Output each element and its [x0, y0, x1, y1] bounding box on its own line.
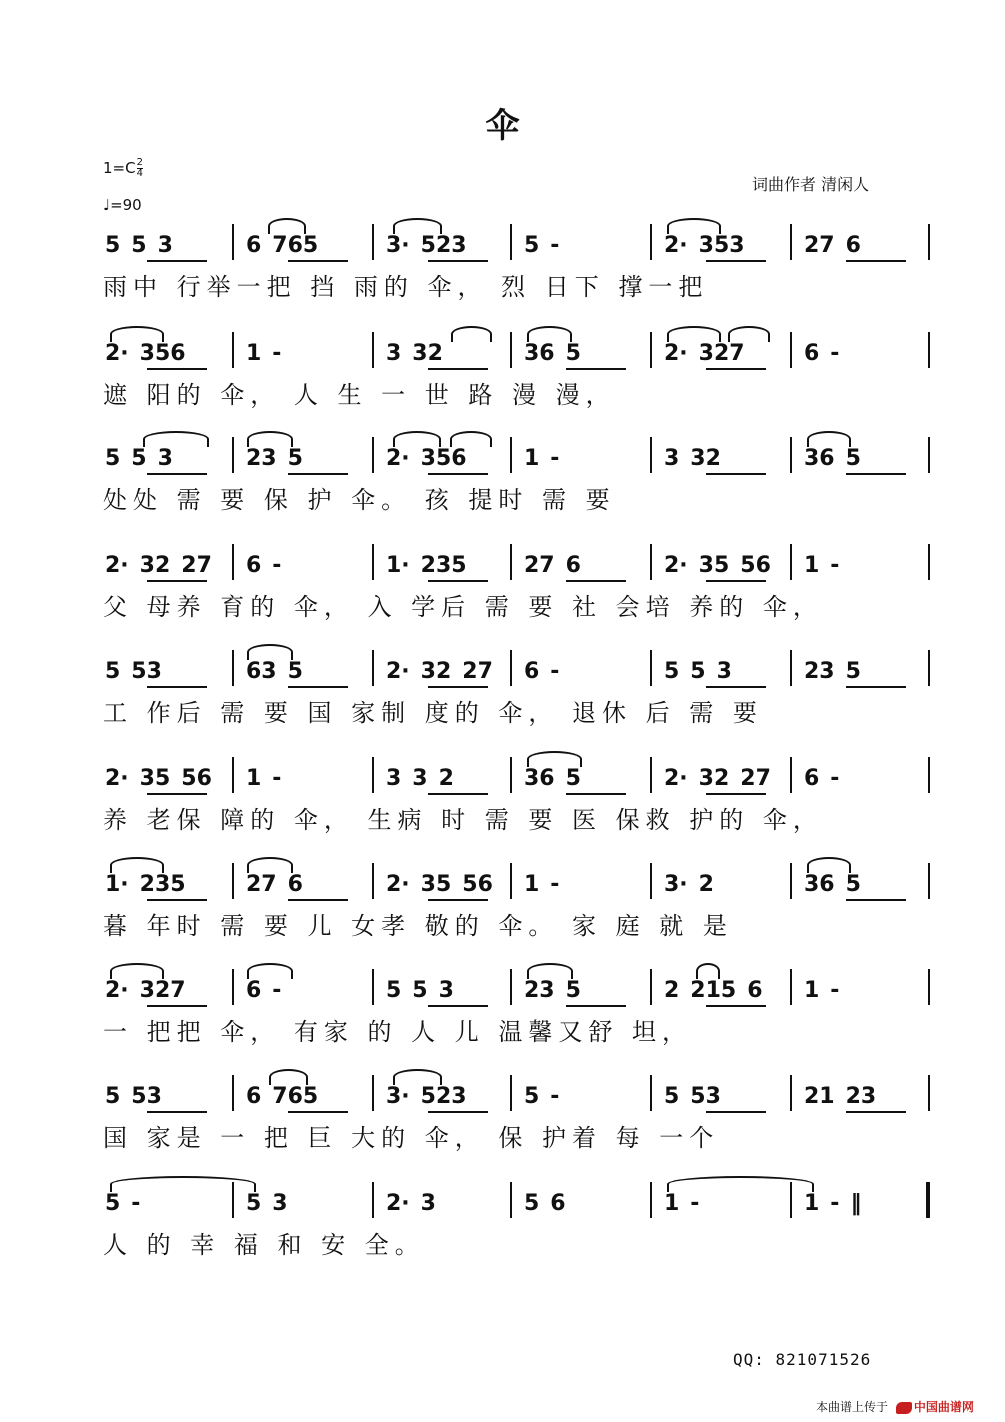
measure-notes: 2· 356	[105, 341, 186, 366]
bar-line	[928, 544, 930, 580]
note-line	[0, 1083, 1005, 1115]
bar-line	[790, 863, 792, 899]
slur-arc	[247, 644, 293, 660]
beam-underline	[706, 260, 766, 262]
measure-notes: 1 -	[664, 1191, 700, 1216]
measure-notes: 3· 2	[664, 872, 714, 897]
bar-line	[650, 332, 652, 368]
slur-arc	[393, 218, 442, 234]
beam-underline	[147, 899, 207, 901]
beam-underline	[846, 260, 906, 262]
upload-footer	[816, 1398, 974, 1415]
qq-contact: QQ: 821071526	[733, 1350, 872, 1369]
lyric-line: 遮 阳的 伞， 人 生 一 世 路 漫 漫，	[103, 381, 616, 409]
measure-notes: 1· 235	[386, 553, 467, 578]
bar-line	[372, 757, 374, 793]
beam-underline	[706, 473, 766, 475]
beam-underline	[846, 473, 906, 475]
measure-notes: 23 5	[804, 659, 861, 684]
score-line	[0, 871, 1005, 940]
beam-underline	[428, 1111, 488, 1113]
score-line	[0, 977, 1005, 1046]
bar-line	[232, 1075, 234, 1111]
beam-underline	[147, 793, 207, 795]
slur-arc	[696, 963, 720, 979]
measure-notes: 2· 35 56	[105, 766, 212, 791]
lyric-line: 国 家是 一 把 巨 大的 伞， 保 护着 每 一个	[103, 1124, 720, 1152]
bar-line	[372, 224, 374, 260]
bar-line	[650, 1075, 652, 1111]
bar-line	[928, 437, 930, 473]
measure-notes: 2· 35 56	[664, 553, 771, 578]
lyric-line: 一 把把 伞， 有家 的 人 儿 温馨又舒 坦，	[103, 1018, 693, 1046]
slur-arc	[667, 1176, 814, 1192]
measure-notes: 36 5	[804, 446, 861, 471]
measure-notes: 5 53	[105, 1084, 162, 1109]
bar-line	[372, 332, 374, 368]
bar-line	[510, 544, 512, 580]
bar-line	[928, 969, 930, 1005]
measure-notes: 2 215 6	[664, 978, 763, 1003]
measure-notes: 2· 353	[664, 233, 745, 258]
beam-underline	[147, 368, 207, 370]
beam-underline	[846, 899, 906, 901]
beam-underline	[706, 580, 766, 582]
measure-notes: 3 32	[664, 446, 721, 471]
time-signature	[137, 158, 143, 179]
score-line	[0, 1190, 1005, 1259]
beam-underline	[147, 1005, 207, 1007]
site-logo-icon	[896, 1402, 912, 1414]
measure-notes: 5 5 3	[386, 978, 454, 1003]
slur-arc	[143, 431, 209, 447]
measure-notes: 2· 3	[386, 1191, 436, 1216]
meter-top: 2	[136, 157, 143, 168]
bar-line	[928, 332, 930, 368]
bar-line	[232, 863, 234, 899]
bar-line	[650, 544, 652, 580]
bar-line	[372, 1075, 374, 1111]
measure-notes: 6 -	[246, 978, 282, 1003]
bar-line	[650, 863, 652, 899]
measure-notes: 21 23	[804, 1084, 877, 1109]
measure-notes: 23 5	[246, 446, 303, 471]
beam-underline	[428, 260, 488, 262]
bar-line	[928, 757, 930, 793]
bar-line	[510, 863, 512, 899]
measure-notes: 3· 523	[386, 1084, 467, 1109]
bar-line	[510, 757, 512, 793]
slur-arc	[247, 963, 293, 979]
measure-notes: 2· 327	[105, 978, 186, 1003]
measure-notes: 1 -	[524, 872, 560, 897]
note-line	[0, 658, 1005, 690]
beam-underline	[147, 260, 207, 262]
beam-underline	[706, 793, 766, 795]
measure-notes: 2· 327	[664, 341, 745, 366]
beam-underline	[288, 899, 348, 901]
bar-line	[790, 332, 792, 368]
bar-line	[650, 650, 652, 686]
slur-arc	[728, 326, 770, 342]
measure-notes: 2· 32 27	[664, 766, 771, 791]
measure-notes: 1 -	[524, 446, 560, 471]
score-line	[0, 552, 1005, 621]
beam-underline	[147, 473, 207, 475]
beam-underline	[846, 686, 906, 688]
measure-notes: 27 6	[524, 553, 581, 578]
bar-line	[928, 650, 930, 686]
bar-line	[232, 757, 234, 793]
bar-line	[928, 1075, 930, 1111]
lyric-line: 人 的 幸 福 和 安 全。	[103, 1231, 425, 1259]
bar-line	[372, 437, 374, 473]
bar-line	[372, 650, 374, 686]
measure-notes: 6 765	[246, 233, 319, 258]
beam-underline	[428, 793, 488, 795]
note-line	[0, 340, 1005, 372]
bar-line	[510, 650, 512, 686]
measure-notes: 5 3	[246, 1191, 288, 1216]
note-line	[0, 1190, 1005, 1222]
bar-line	[372, 1182, 374, 1218]
measure-notes: 1 -	[246, 341, 282, 366]
bar-line	[790, 1075, 792, 1111]
measure-notes: 5 -	[524, 233, 560, 258]
site-logo	[896, 1400, 974, 1414]
measure-notes: 36 5	[524, 766, 581, 791]
slur-arc	[110, 326, 164, 342]
bar-line	[510, 332, 512, 368]
score-line	[0, 340, 1005, 409]
slur-arc	[527, 326, 572, 342]
bar-line	[510, 1075, 512, 1111]
slur-arc	[247, 431, 293, 447]
meter-bottom: 4	[136, 168, 143, 179]
bar-line	[650, 224, 652, 260]
bar-line	[790, 224, 792, 260]
measure-notes: 23 5	[524, 978, 581, 1003]
slur-arc	[247, 857, 293, 873]
beam-underline	[147, 580, 207, 582]
key-label: 1=C	[103, 159, 136, 177]
measure-notes: 6 765	[246, 1084, 319, 1109]
beam-underline	[288, 686, 348, 688]
slur-arc	[393, 431, 441, 447]
slur-arc	[807, 431, 851, 447]
measure-notes: 5 -	[105, 1191, 141, 1216]
bar-line	[650, 757, 652, 793]
lyric-line: 父 母养 育的 伞， 入 学后 需 要 社 会培 养的 伞，	[103, 593, 823, 621]
beam-underline	[147, 1111, 207, 1113]
measure-notes: 6 -	[524, 659, 560, 684]
lyric-line: 暮 年时 需 要 儿 女孝 敬的 伞。 家 庭 就 是	[103, 912, 733, 940]
lyric-line: 养 老保 障的 伞， 生病 时 需 要 医 保救 护的 伞，	[103, 806, 823, 834]
bar-line	[232, 544, 234, 580]
beam-underline	[288, 473, 348, 475]
measure-notes: 5 5 3	[105, 233, 173, 258]
bar-line	[510, 969, 512, 1005]
measure-notes: 5 53	[105, 659, 162, 684]
author-credit: 词曲作者 清闲人	[752, 175, 870, 194]
beam-underline	[846, 1111, 906, 1113]
tempo-marking: ♩=90	[103, 196, 142, 214]
measure-notes: 27 6	[246, 872, 303, 897]
score-line	[0, 658, 1005, 727]
beam-underline	[147, 686, 207, 688]
measure-notes: 2· 32 27	[386, 659, 493, 684]
note-line	[0, 552, 1005, 584]
note-line	[0, 871, 1005, 903]
bar-line	[926, 1182, 930, 1218]
bar-line	[510, 224, 512, 260]
measure-notes: 27 6	[804, 233, 861, 258]
measure-notes: 5 5 3	[105, 446, 173, 471]
bar-line	[650, 437, 652, 473]
measure-notes: 1 -	[246, 766, 282, 791]
bar-line	[928, 224, 930, 260]
upload-text: 本曲谱上传于	[816, 1400, 889, 1414]
slur-arc	[451, 326, 492, 342]
beam-underline	[566, 1005, 626, 1007]
bar-line	[232, 224, 234, 260]
beam-underline	[566, 368, 626, 370]
bar-line	[232, 437, 234, 473]
score-line	[0, 1083, 1005, 1152]
measure-notes: 1 -	[804, 553, 840, 578]
measure-notes: 36 5	[524, 341, 581, 366]
beam-underline	[706, 1111, 766, 1113]
beam-underline	[288, 260, 348, 262]
beam-underline	[428, 473, 488, 475]
slur-arc	[667, 218, 721, 234]
beam-underline	[428, 368, 488, 370]
beam-underline	[566, 580, 626, 582]
slur-arc	[110, 1176, 256, 1192]
measure-notes: 5 5 3	[664, 659, 732, 684]
bar-line	[510, 437, 512, 473]
beam-underline	[706, 368, 766, 370]
note-line	[0, 232, 1005, 264]
beam-underline	[706, 686, 766, 688]
beam-underline	[566, 793, 626, 795]
slur-arc	[269, 1069, 308, 1085]
note-line	[0, 765, 1005, 797]
measure-notes: 3· 523	[386, 233, 467, 258]
bar-line	[510, 1182, 512, 1218]
bar-line	[790, 437, 792, 473]
note-line	[0, 977, 1005, 1009]
measure-notes: 2· 35 56	[386, 872, 493, 897]
slur-arc	[110, 857, 164, 873]
measure-notes: 3 32	[386, 341, 443, 366]
measure-notes: 6 -	[804, 766, 840, 791]
bar-line	[650, 969, 652, 1005]
score-line	[0, 765, 1005, 834]
beam-underline	[706, 1005, 766, 1007]
slur-arc	[450, 431, 492, 447]
bar-line	[232, 969, 234, 1005]
bar-line	[928, 863, 930, 899]
bar-line	[232, 650, 234, 686]
score-line	[0, 445, 1005, 514]
slur-arc	[110, 963, 164, 979]
score-line	[0, 232, 1005, 301]
bar-line	[790, 650, 792, 686]
note-line	[0, 445, 1005, 477]
beam-underline	[428, 580, 488, 582]
key-signature	[103, 158, 143, 179]
page-title: 伞	[485, 106, 520, 146]
beam-underline	[428, 899, 488, 901]
bar-line	[232, 332, 234, 368]
slur-arc	[527, 963, 573, 979]
measure-notes: 3 3 2	[386, 766, 454, 791]
beam-underline	[288, 1111, 348, 1113]
bar-line	[790, 544, 792, 580]
lyric-line: 工 作后 需 要 国 家制 度的 伞， 退休 后 需 要	[103, 699, 763, 727]
lyric-line: 雨中 行举一把 挡 雨的 伞， 烈 日下 撑一把	[103, 273, 709, 301]
measure-notes: 2· 32 27	[105, 553, 212, 578]
bar-line	[790, 969, 792, 1005]
measure-notes: 1· 235	[105, 872, 186, 897]
measure-notes: 5 6	[524, 1191, 566, 1216]
measure-notes: 1 -	[804, 978, 840, 1003]
measure-notes: 2· 356	[386, 446, 467, 471]
slur-arc	[807, 857, 851, 873]
site-name: 中国曲谱网	[913, 1400, 974, 1414]
measure-notes: 36 5	[804, 872, 861, 897]
bar-line	[372, 544, 374, 580]
slur-arc	[393, 1069, 442, 1085]
bar-line	[372, 863, 374, 899]
lyric-line: 处处 需 要 保 护 伞。 孩 提时 需 要	[103, 486, 616, 514]
measure-notes: 5 -	[524, 1084, 560, 1109]
measure-notes: 6 -	[804, 341, 840, 366]
measure-notes: 63 5	[246, 659, 303, 684]
slur-arc	[527, 751, 582, 767]
bar-line	[650, 1182, 652, 1218]
bar-line	[372, 969, 374, 1005]
slur-arc	[667, 326, 721, 342]
measure-notes: 5 53	[664, 1084, 721, 1109]
slur-arc	[268, 218, 306, 234]
bar-line	[790, 757, 792, 793]
beam-underline	[428, 1005, 488, 1007]
beam-underline	[428, 686, 488, 688]
measure-notes: 6 -	[246, 553, 282, 578]
measure-notes: 1 - ‖	[804, 1191, 862, 1216]
